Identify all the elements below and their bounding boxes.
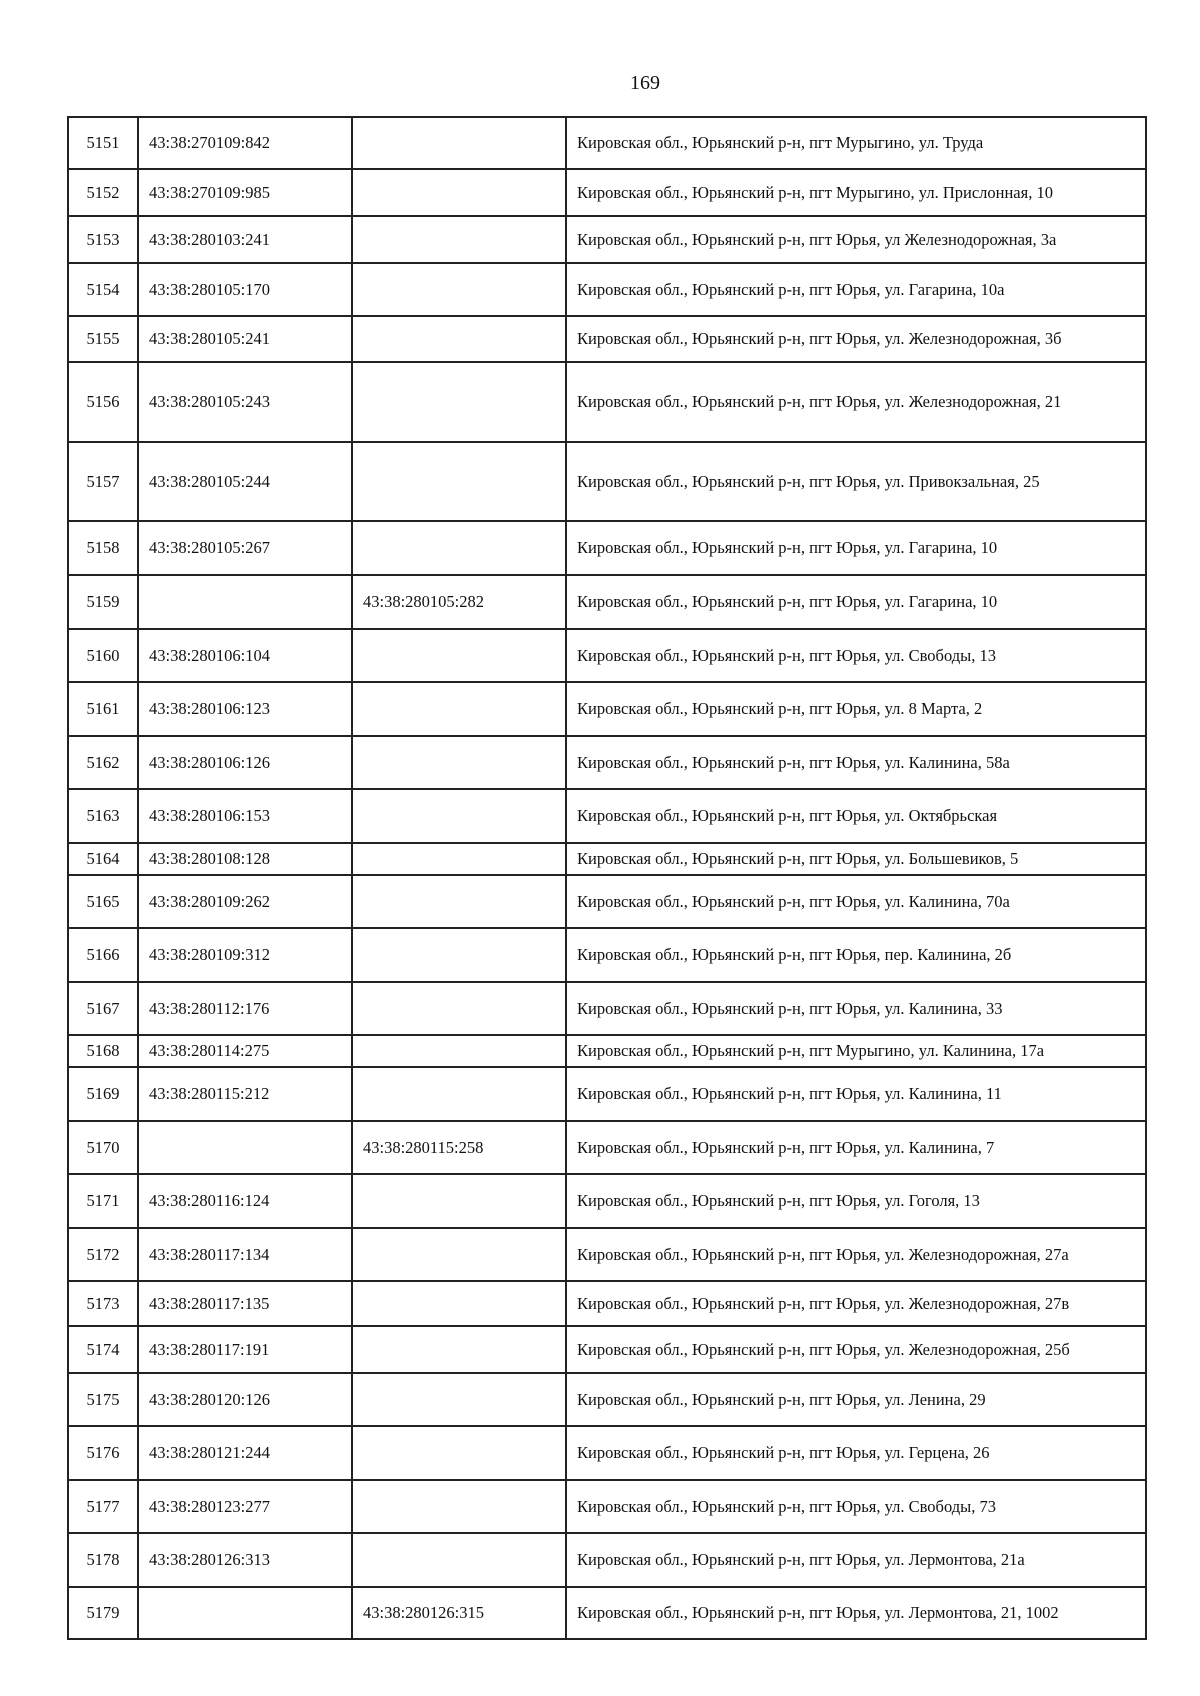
table-row — [68, 1533, 1146, 1587]
table-row — [68, 1326, 1146, 1373]
cadastral-number: 43:38:280120:126 — [138, 1373, 352, 1426]
row-number: 5155 — [68, 316, 138, 362]
cadastral-number-secondary — [352, 263, 566, 316]
cadastral-number: 43:38:280117:191 — [138, 1326, 352, 1373]
cadastral-number — [138, 1587, 352, 1639]
address: Кировская обл., Юрьянский р-н, пгт Юрья, ул. Герцена, 26 — [566, 1426, 1146, 1480]
address: Кировская обл., Юрьянский р-н, пгт Юрья, ул. Ленина, 29 — [566, 1373, 1146, 1426]
cadastral-number: 43:38:280105:244 — [138, 442, 352, 521]
cadastral-number-secondary — [352, 316, 566, 362]
address: Кировская обл., Юрьянский р-н, пгт Юрья, пер. Калинина, 2б — [566, 928, 1146, 982]
cadastral-number: 43:38:280117:135 — [138, 1281, 352, 1326]
address: Кировская обл., Юрьянский р-н, пгт Юрья, ул. Лермонтова, 21, 1002 — [566, 1587, 1146, 1639]
registry-table — [67, 116, 1147, 1640]
address: Кировская обл., Юрьянский р-н, пгт Юрья, ул. Большевиков, 5 — [566, 843, 1146, 875]
cadastral-number: 43:38:280116:124 — [138, 1174, 352, 1228]
row-number: 5161 — [68, 682, 138, 736]
address: Кировская обл., Юрьянский р-н, пгт Юрья, ул. Привокзальная, 25 — [566, 442, 1146, 521]
address: Кировская обл., Юрьянский р-н, пгт Юрья, ул. Калинина, 58а — [566, 736, 1146, 789]
row-number: 5177 — [68, 1480, 138, 1533]
cadastral-number: 43:38:280106:104 — [138, 629, 352, 682]
address: Кировская обл., Юрьянский р-н, пгт Мурыгино, ул. Труда — [566, 117, 1146, 169]
row-number: 5153 — [68, 216, 138, 263]
row-number: 5152 — [68, 169, 138, 216]
table-row — [68, 1373, 1146, 1426]
cadastral-number-secondary — [352, 1373, 566, 1426]
cadastral-number-secondary — [352, 1480, 566, 1533]
registry-table-body — [68, 117, 1146, 1639]
row-number: 5174 — [68, 1326, 138, 1373]
cadastral-number-secondary — [352, 1426, 566, 1480]
row-number: 5162 — [68, 736, 138, 789]
table-row — [68, 1281, 1146, 1326]
row-number: 5168 — [68, 1035, 138, 1067]
table-row — [68, 1121, 1146, 1174]
cadastral-number: 43:38:270109:985 — [138, 169, 352, 216]
cadastral-number: 43:38:280106:123 — [138, 682, 352, 736]
address: Кировская обл., Юрьянский р-н, пгт Мурыгино, ул. Прислонная, 10 — [566, 169, 1146, 216]
cadastral-number-secondary — [352, 928, 566, 982]
cadastral-number: 43:38:280117:134 — [138, 1228, 352, 1281]
cadastral-number-secondary — [352, 843, 566, 875]
cadastral-number-secondary — [352, 736, 566, 789]
cadastral-number-secondary — [352, 1035, 566, 1067]
address: Кировская обл., Юрьянский р-н, пгт Юрья, ул. Гагарина, 10а — [566, 263, 1146, 316]
table-row — [68, 362, 1146, 442]
table-row — [68, 682, 1146, 736]
table-row — [68, 1035, 1146, 1067]
cadastral-number-secondary — [352, 629, 566, 682]
cadastral-number: 43:38:280126:313 — [138, 1533, 352, 1587]
cadastral-number: 43:38:280105:170 — [138, 263, 352, 316]
page-number: 169 — [630, 72, 660, 94]
table-row — [68, 1067, 1146, 1121]
address: Кировская обл., Юрьянский р-н, пгт Юрья, ул. Гагарина, 10 — [566, 575, 1146, 629]
row-number: 5159 — [68, 575, 138, 629]
row-number: 5164 — [68, 843, 138, 875]
cadastral-number: 43:38:280109:312 — [138, 928, 352, 982]
address: Кировская обл., Юрьянский р-н, пгт Юрья, ул. Железнодорожная, 27а — [566, 1228, 1146, 1281]
table-row — [68, 1228, 1146, 1281]
address: Кировская обл., Юрьянский р-н, пгт Юрья, ул. Октябрьская — [566, 789, 1146, 843]
table-row — [68, 843, 1146, 875]
cadastral-number: 43:38:280105:241 — [138, 316, 352, 362]
row-number: 5165 — [68, 875, 138, 928]
cadastral-number-secondary — [352, 442, 566, 521]
address: Кировская обл., Юрьянский р-н, пгт Юрья, ул. Гоголя, 13 — [566, 1174, 1146, 1228]
table-row — [68, 875, 1146, 928]
cadastral-number: 43:38:280114:275 — [138, 1035, 352, 1067]
cadastral-number: 43:38:270109:842 — [138, 117, 352, 169]
cadastral-number: 43:38:280105:267 — [138, 521, 352, 575]
address: Кировская обл., Юрьянский р-н, пгт Юрья, ул. Гагарина, 10 — [566, 521, 1146, 575]
row-number: 5172 — [68, 1228, 138, 1281]
cadastral-number: 43:38:280106:126 — [138, 736, 352, 789]
table-row — [68, 169, 1146, 216]
table-row — [68, 736, 1146, 789]
row-number: 5163 — [68, 789, 138, 843]
cadastral-number: 43:38:280103:241 — [138, 216, 352, 263]
address: Кировская обл., Юрьянский р-н, пгт Юрья, ул. Железнодорожная, 3б — [566, 316, 1146, 362]
cadastral-number — [138, 575, 352, 629]
row-number: 5160 — [68, 629, 138, 682]
cadastral-number-secondary — [352, 682, 566, 736]
table-row — [68, 1480, 1146, 1533]
cadastral-number-secondary — [352, 521, 566, 575]
row-number: 5179 — [68, 1587, 138, 1639]
address: Кировская обл., Юрьянский р-н, пгт Юрья, ул. Железнодорожная, 21 — [566, 362, 1146, 442]
row-number: 5175 — [68, 1373, 138, 1426]
table-row — [68, 928, 1146, 982]
row-number: 5156 — [68, 362, 138, 442]
table-row — [68, 216, 1146, 263]
cadastral-number-secondary: 43:38:280105:282 — [352, 575, 566, 629]
table-row — [68, 263, 1146, 316]
address: Кировская обл., Юрьянский р-н, пгт Юрья, ул. 8 Марта, 2 — [566, 682, 1146, 736]
address: Кировская обл., Юрьянский р-н, пгт Юрья, ул. Железнодорожная, 27в — [566, 1281, 1146, 1326]
cadastral-number-secondary — [352, 982, 566, 1035]
row-number: 5169 — [68, 1067, 138, 1121]
address: Кировская обл., Юрьянский р-н, пгт Юрья, ул. Свободы, 73 — [566, 1480, 1146, 1533]
cadastral-number-secondary — [352, 169, 566, 216]
row-number: 5154 — [68, 263, 138, 316]
row-number: 5157 — [68, 442, 138, 521]
row-number: 5171 — [68, 1174, 138, 1228]
table-row — [68, 575, 1146, 629]
address: Кировская обл., Юрьянский р-н, пгт Юрья, ул. Калинина, 7 — [566, 1121, 1146, 1174]
cadastral-number: 43:38:280123:277 — [138, 1480, 352, 1533]
row-number: 5178 — [68, 1533, 138, 1587]
cadastral-number-secondary — [352, 1326, 566, 1373]
cadastral-number-secondary: 43:38:280115:258 — [352, 1121, 566, 1174]
cadastral-number-secondary: 43:38:280126:315 — [352, 1587, 566, 1639]
row-number: 5176 — [68, 1426, 138, 1480]
address: Кировская обл., Юрьянский р-н, пгт Юрья, ул. Лермонтова, 21а — [566, 1533, 1146, 1587]
cadastral-number-secondary — [352, 789, 566, 843]
cadastral-number-secondary — [352, 1533, 566, 1587]
cadastral-number-secondary — [352, 1067, 566, 1121]
cadastral-number: 43:38:280115:212 — [138, 1067, 352, 1121]
row-number: 5151 — [68, 117, 138, 169]
address: Кировская обл., Юрьянский р-н, пгт Юрья, ул. Калинина, 11 — [566, 1067, 1146, 1121]
address: Кировская обл., Юрьянский р-н, пгт Юрья, ул. Свободы, 13 — [566, 629, 1146, 682]
cadastral-number: 43:38:280121:244 — [138, 1426, 352, 1480]
table-row — [68, 629, 1146, 682]
address: Кировская обл., Юрьянский р-н, пгт Юрья, ул. Калинина, 70а — [566, 875, 1146, 928]
table-row — [68, 1174, 1146, 1228]
address: Кировская обл., Юрьянский р-н, пгт Юрья, ул. Железнодорожная, 25б — [566, 1326, 1146, 1373]
table-row — [68, 1587, 1146, 1639]
address: Кировская обл., Юрьянский р-н, пгт Юрья, ул. Калинина, 33 — [566, 982, 1146, 1035]
cadastral-number-secondary — [352, 1281, 566, 1326]
cadastral-number: 43:38:280108:128 — [138, 843, 352, 875]
address: Кировская обл., Юрьянский р-н, пгт Юрья, ул Железнодорожная, 3а — [566, 216, 1146, 263]
row-number: 5173 — [68, 1281, 138, 1326]
cadastral-number: 43:38:280112:176 — [138, 982, 352, 1035]
table-row — [68, 982, 1146, 1035]
cadastral-number-secondary — [352, 1228, 566, 1281]
table-row — [68, 316, 1146, 362]
cadastral-number-secondary — [352, 362, 566, 442]
cadastral-number-secondary — [352, 117, 566, 169]
table-row — [68, 789, 1146, 843]
address: Кировская обл., Юрьянский р-н, пгт Мурыгино, ул. Калинина, 17а — [566, 1035, 1146, 1067]
table-row — [68, 1426, 1146, 1480]
cadastral-number-secondary — [352, 1174, 566, 1228]
table-row — [68, 521, 1146, 575]
cadastral-number-secondary — [352, 216, 566, 263]
cadastral-number: 43:38:280105:243 — [138, 362, 352, 442]
cadastral-number — [138, 1121, 352, 1174]
cadastral-number: 43:38:280109:262 — [138, 875, 352, 928]
row-number: 5158 — [68, 521, 138, 575]
row-number: 5167 — [68, 982, 138, 1035]
table-row — [68, 117, 1146, 169]
row-number: 5166 — [68, 928, 138, 982]
row-number: 5170 — [68, 1121, 138, 1174]
table-row — [68, 442, 1146, 521]
cadastral-number-secondary — [352, 875, 566, 928]
cadastral-number: 43:38:280106:153 — [138, 789, 352, 843]
